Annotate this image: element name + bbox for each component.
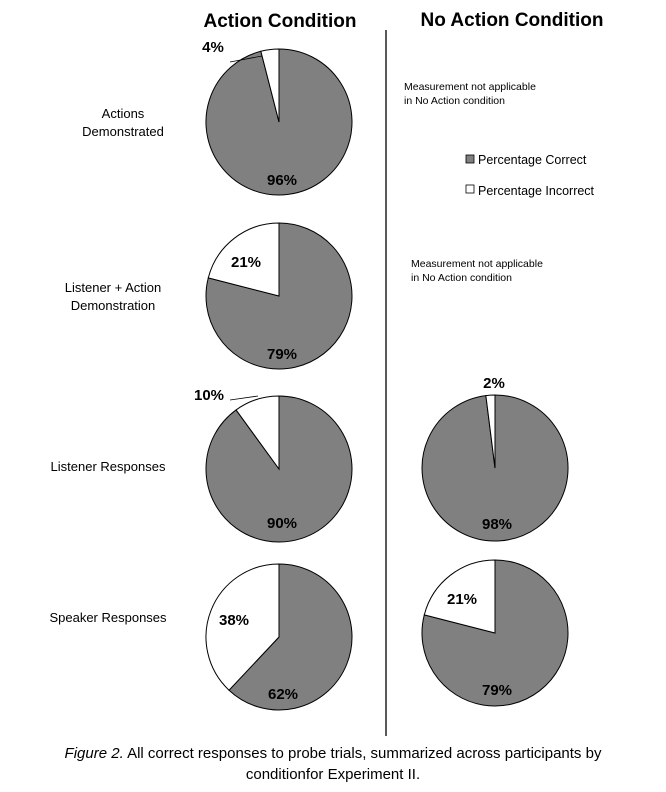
label-correct: 90% <box>266 515 298 532</box>
pie-actions-demonstrated-action-condition <box>202 39 352 195</box>
caption-figure-label: Figure 2. <box>64 745 124 762</box>
label-correct: 98% <box>481 516 513 533</box>
row-label-speaker-responses: Speaker Responses <box>49 610 167 625</box>
legend-swatch-correct <box>466 155 474 163</box>
label-incorrect: 4% <box>202 39 224 56</box>
pie-charts <box>194 39 568 710</box>
pie-speaker-responses-no-action-condition <box>422 560 568 706</box>
figure-caption <box>0 743 666 785</box>
row-label-listener-action-line1: Listener + Action <box>64 280 162 295</box>
not-applicable-note-2-line1: Measurement not applicable <box>411 258 543 270</box>
pie-listener-responses-action-condition <box>194 387 352 542</box>
label-correct: 79% <box>266 346 298 363</box>
legend-swatch-incorrect <box>466 185 474 193</box>
pie-speaker-responses-action-condition <box>206 564 352 710</box>
not-applicable-note-2-line2: in No Action condition <box>411 272 512 284</box>
header-action-condition: Action Condition <box>203 11 357 32</box>
row-label-listener-responses: Listener Responses <box>50 459 166 474</box>
caption-text-line2: conditionfor Experiment II. <box>245 766 421 783</box>
label-correct: 62% <box>267 686 299 703</box>
row-label-actions-demonstrated-line1: Actions <box>101 106 145 121</box>
label-incorrect: 38% <box>218 612 250 629</box>
legend-label-incorrect: Percentage Incorrect <box>478 184 595 198</box>
label-incorrect: 21% <box>446 591 478 608</box>
not-applicable-note-1-line2: in No Action condition <box>404 95 505 107</box>
legend-label-correct: Percentage Correct <box>478 153 587 167</box>
row-label-listener-action-line2: Demonstration <box>70 298 156 313</box>
label-incorrect: 10% <box>193 387 225 404</box>
caption-text-line1: All correct responses to probe trials, summarized across participants by <box>123 745 602 762</box>
header-no-action-condition: No Action Condition <box>420 10 604 31</box>
row-label-actions-demonstrated-line2: Demonstrated <box>82 124 164 139</box>
label-correct: 96% <box>266 172 298 189</box>
label-incorrect: 21% <box>230 254 262 271</box>
pie-listener-action-demonstration-action-condition <box>206 223 352 369</box>
not-applicable-note-1-line1: Measurement not applicable <box>404 81 536 93</box>
pie-listener-responses-no-action-condition <box>422 375 568 541</box>
label-correct: 79% <box>481 682 513 699</box>
leader-line <box>230 396 258 400</box>
label-incorrect: 2% <box>483 375 505 392</box>
